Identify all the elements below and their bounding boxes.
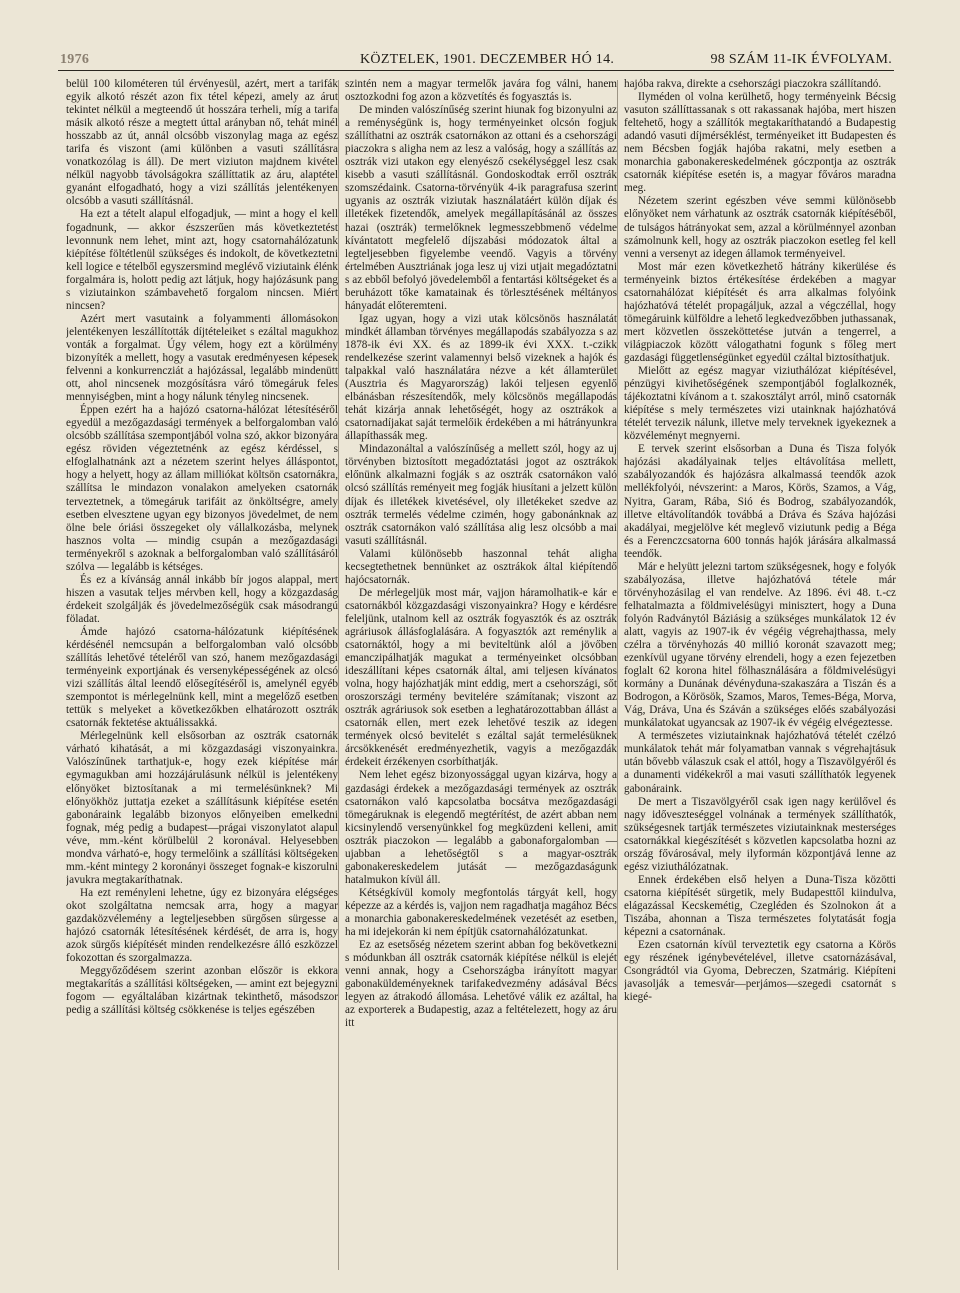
column-divider [338,80,339,1270]
paragraph: Már e helyütt jelezni tartom szükségesnek, hogy e folyók szabályozása, illetve hajózhatóvá tétele már törvényhozásilag el van rendelve. Az 1896. évi 48. t.-cz felhatalmazta a földmivelésügyi minisztert, hogy a Duna folyón Radványtól Báziásig a szükséges munkálatok 12 év alatt, vagyis az 1907-ik év végéig végrehajthassa, mely czélra a törvényhozás 40 millió koronát szavazott meg; ezenkívül ugyane törvény elrendeli, hogy a ezen fejezetben foglalt 62 korona hitel fölhasználására a földmivelésügyi kormány a Dunának dévényduna-szakaszára a Tiszán és a Bodrogon, a Körösök, Szamos, Maros, Temes-Béga, Morva, Vág, Dráva, Una és Száván a szükséges előés szabályozási munkálatokat ugyancsak az 1907-ik év végéig elvégeztesse. [624,560,896,730]
paragraph: Nem lehet egész bizonyossággal ugyan kizárva, hogy a gazdasági érdekek a mezőgazdasági termények az osztrák csatornákon való kapcsolatba bocsátva mezőgazdasági tömegáruknak is elegendő megtérítést, de azért abban nem kicsinylendő versenyünkkel fog megküzdeni kelleni, amit osztrák piaczokon — legalább a gabonaforgalomban — ujabban a lehetőségtől s a magyar-osztrák gabonakereskedelem jutását — mezőgazdaságunk hatalmukon kívül áll. [345,769,617,886]
paragraph: E tervek szerint elsősorban a Duna és Tisza folyók hajózási akadályainak teljes eltávolítása mellett, szabályozandók és hajózásra alkalmassá teendők azok mellékfolyói, névszerint: a Maros, Körös, Szamos, a Vág, Nyitra, Garam, Rába, Sió és Bodrog, szabályozandók, illetve eltávolítandók továbbá a Dráva és Száva hajózási akadályai, megjelölve két meglevő viziutunk pedig a Béga és a Ferenczcsatorna 600 tonnás hajók járására alkalmassá teendők. [624,443,896,560]
paragraph: Éppen ezért ha a hajózó csatorna-hálózat létesítéséről egyedül a mezőgazdasági termények a belforgalomban való olcsóbb szállítása szempontjából volna szó, akkor bizonyára egész röviden végeztetnénk az egész kérdéssel, s elfoglalhatnánk azt a nézetem szerint helyes álláspontot, hogy a helyett, hogy az állam milliókat költsön csatornákra, szállítsa le mindazon vonalakon amelyeken csatornák terveztetnek, a tömegáruk tarifáit az önköltségre, amely esetben elvesztene ugyan egy bizonyos jövedelmet, de nem ölne bele óriási összegeket oly vállalkozásba, melynek hasznos volta — mindig csupán a mezőgazdasági terményekről s azoknak a belforgalomban való szállításáról szólva — legalább is kétséges. [66,404,338,573]
paragraph: De minden valószínűség szerint hiunak fog bizonyulni az a reménységünk is, hogy terményeinket olcsón fogjuk szállíthatni az osztrák csatornákon az ottani és a csehországi piaczokra s aligha nem az lesz a valóság, hogy a szállítás az osztrák vizi utakon egy elenyésző csekélységgel lesz csak kisebb a vasuti szállításnál. Gondoskodtak erről osztrák szomszédaink. Csatorna-törvényük 4-ik paragrafusa szerint ugyanis az osztrák viziutak használatáért külön díjak és illetékek fizetendők, amelyek megállapításánál az összes hazai (osztrák) termelőknek legmesszebbmenő védelme kívántatott megfelelő díjszabási módozatok által a legteljesebben figyelembe veendő. Vagyis a törvény értelmében Ausztriának joga lesz uj vizi utjait megadóztatni s az ebből befolyó jövedelemből a fentartási költségeket és a beruházott tőke kamatainak és törlesztésének méltányos hányadát előteremteni. [345,104,617,312]
paragraph: Ilyméden ol volna kerülhető, hogy terményeink Bécsig vasuton szállíttassanak s ott rakassanak hajóba, mert hiszen feltehető, hogy a szállítók megtakaríthatandó a Budapestig adandó vasuti díjmérséklést, terményeiket itt Budapesten és nem Bécsben fogják hajóba rakatni, mely esetben a monarchia gabonakereskedelmének góczpontja az osztrák csatornák kiépítése esetén is, a magyar főváros maradna meg. [624,91,896,195]
paragraph: Meggyőződésem szerint azonban először is ekkora megtakarítás a szállítási költségeken, — amint ezt bejegyzni fogom — egyáltalában kizártnak tekinthető, másodszor pedig a szállítási költség csökkenése is teljes egészében [66,965,338,1017]
page-header [60,52,892,72]
publication-title: KÖZTELEK, 1901. DECZEMBER HÓ 14. [360,52,615,67]
paragraph: De mérlegeljük most már, vajjon háramolhatik-e kár e csatornákból közgazdasági viszonyainkra? Hogy e kérdésre feleljünk, utalnom kell az osztrák fogyasztók és az osztrák agráriusok állásfoglalására. A fogyasztók azt reménylik a csatornáktól, hogy a mi beviteltünk alól a jövőben emanczipálhatják magukat a terményeinket olcsóbban ideszállítani képes csatornák által, ami teljesen kívánatos volna, hogy hajózhatják mint eddig, mert a csehországi, sőt oroszországi termény bevitelére számítanak; viszont az osztrák agráriusok sok esetben a leghatározottabban állást a csatornák ellen, mert ezek lehetővé teszik az idegen termények olcsó bevitelét s ezáltal saját termelésüknek árcsökkenését eredményezhetik, vagyis a mezőgazdák érdekeit érzékenyen csorbíthatják. [345,586,617,769]
paragraph: Ha ezt reményleni lehetne, úgy ez bizonyára elégséges okot szolgáltatna nemcsak arra, hogy a magyar gazdaközvélemény a legteljesebben sürgősen sürgesse a hajózó csatornák létesítésének kérdését, de arra is, hogy azok sürgős kiépítését minden rendelkezésre álló eszközzel fokozottan és szorgalmazza. [66,886,338,965]
paragraph: Nézetem szerint egészben véve semmi különösebb előnyöket nem várhatunk az osztrák csatornák kiépítéséből, de tulságos hátrányokat sem, azzal a körülménnyel azonban számolnunk kell, hogy az osztrák piaczokon esetleg fel kell venni a versenyt az idegen államok terményeivel. [624,195,896,260]
page-number: 1976 [60,52,90,67]
paragraph: Ha ezt a tételt alapul elfogadjuk, — mint a hogy el kell fogadnunk, — akkor észszerűen más következtetést levonnunk nem lehet, mint azt, hogy csatornahálózatunk kiépítése föltétlenül szükséges és indokolt, de következtetni kell logice e tételből egyszersmind meglévő viziutaink élénk forgalmára is, holott pedig azt látjuk, hogy hajózásunk pang s viziutainkon számbavehető forgalom nincsen. Miért nincsen? [66,208,338,312]
paragraph: A természetes viziutainknak hajózhatóvá tételét czélzó munkálatok tehát már folyamatban vannak s végrehajtásuk után bővebb válaszuk csak el attól, hogy a Tiszavölgyéről és a dunamenti vidékekről a mai vasuti szállíthatók legyenek gabonáraink. [624,730,896,795]
paragraph: Most már ezen következhető hátrány kikerülése és terményeink biztos értékesítése érdekében a magyar csatornahálózat kiépítését és arra alkalmas folyóink hajózhatóvá tételét propagáljuk, azzal a végczéllal, hogy tömegáruink külföldre a lehető legkedvezőbben juthassanak, mert közvetlen összeköttetése jutván a tengerrel, a világpiaczok között válogathatni fogunk s főleg mert gazdasági függetlenségünket egyedül czáltal biztosíthatjuk. [624,260,896,364]
header-rule [58,70,894,71]
paragraph: Ennek érdekében első helyen a Duna-Tisza közötti csatorna kiépítését sürgetik, mely Budapesttől kiindulva, elágazással Kecskemétig, Czegléden és Szolnokon át a Tiszába, ahonnan a Tisza természetes folytatását fogja képezni a csatornának. [624,873,896,939]
paragraph: Mérlegelnünk kell elsősorban az osztrák csatornák várható kihatását, a mi közgazdasági viszonyainkra. Valószínűnek tarthatjuk-e, hogy ezek kiépítése már egymagukban ami hozzájárulásunk nélkül is jelentékeny előnyöket biztosítanak a mi termelésünknek? Mi előnyökhöz juttatja ezeket a szállításunk kiépítése esetén gabonáraink legalább bizonyos előnyeiben emelkedni fognak, még pedig a budapest—prágai viszonylatot alapul véve, mm.-ként körülbelül 2 koronával. Helyesebben mondva várható-e, hogy termelőink a szállítási költségeken mm.-ként mintegy 2 koronányi összeget fognak-e kiszorulni javukra megtakaríthatnak. [66,730,338,886]
column-divider [617,80,618,1270]
paragraph: Ezen csatornán kívül terveztetik egy csatorna a Körös egy részének igénybevételével, illetve csatornázásával, Csongrádtól via Gyoma, Debreczen, Szatmárig. Kiépíteni javasolják a temesvár—perjámos—szegedi csatornát s kiegé- [624,939,896,1004]
paragraph: De mert a Tiszavölgyéről csak igen nagy kerülővel és nagy időveszteséggel volnának a termények szállíthatók, szükségesnek tartják természetes viziutainknak mesterséges csatornákkal kiegészítését s közvetlen kapcsolatba hozni az ország fővárosával, mely ilyformán központjává lenne az egész viziuthálózatnak. [624,795,896,873]
paragraph: Igaz ugyan, hogy a vizi utak kölcsönös használatát mindkét államban törvényes megállapodás szabályozza s az 1878-ik évi XX. és az 1899-ik évi XXX. t.-czikk rendelkezése szerint valamennyi belső vizeknek a hajók és talpakkal való használatára nézve a két államterület (Ausztria és Magyarország) lakói teljesen egyenlő elbánásban részesítendők, mely kölcsönös megállapodás tehát kizárja annak lehetőségét, hogy az osztrákok a csatornadíjakat saját termelőik érdekében a mi hátrányunkra állapíthassák meg. [345,312,617,443]
paragraph: hajóba rakva, direkte a csehországi piaczokra szállítandó. [624,78,882,90]
paragraph: Mindazonáltal a valószínűség a mellett szól, hogy az uj törvényben biztosított megadóztatási jogot az osztrákok előnünk alkalmazni fogják s az osztrák csatornákon való olcsó szállítás reményeit meg fogják hiusítani a jelzett külön díjak és illetékek kivetésével, oly illetékeket szedve az osztrák termelés védelme czimén, hogy gabonánknak az osztrák csatornákon való szállítása alig lesz olcsóbb a mai vasuti szállításnál. [345,443,617,547]
text-column-3 [624,78,896,1278]
paragraph: Ez az esetsőség nézetem szerint abban fog bekövetkezni s módunkban áll osztrák csatornák kiépítése nélkül is elejét venni annak, hogy a Csehországba irányított magyar gabonaküldeményeknek tarifakedvezmény adásával Bécs legyen az átrakodó állomása. Lehetővé válik ez azáltal, ha az exporterek a Budapestig, azaz a feltételezett, hogy az áru itt [345,939,617,1030]
paragraph: Azért mert vasutaink a folyammenti állomásokon jelentékenyen leszállították díjtételeiket s ezáltal magukhoz vonták a forgalmat. Úgy vélem, hogy ezt a körülmény bizonyíték a mellett, hogy a vasutak eredményesen képesek felvenni a konkurrencziát a hajózással, legalább mindenütt ott, ahol nincsenek mozgósításra váró tömegáruk feles mennyiségben, mint a hogy nálunk tényleg nincsenek. [66,312,338,404]
paragraph: szintén nem a magyar termelők javára fog válni, hanem osztozkodni fog azon a közvetítés és fogyasztás is. [345,78,617,104]
paragraph: Ámde hajózó csatorna-hálózatunk kiépítésének kérdésénél nemcsupán a belforgalomban való olcsóbb szállítás lehetővé tételéről van szó, hanem mezőgazdasági terményeink exportjának és versenyképességének az olcsó vizi szállítás által leendő elősegítéséről is, amelynél egyéb szempontot is mérlegelnünk kell, mint a megelőző esetben tettük s melyeket a következőkben elhatározott osztrák csatornák fektetése aktuálissakká. [66,625,338,730]
text-column-1 [66,78,338,1278]
paragraph: Kétségkívül komoly megfontolás tárgyát kell, hogy képezze az a kérdés is, vajjon nem ragadhatja magához Bécs a monarchia gabonakereskedelmének vezetését az esetben, ha mi idejekorán ki nem építjük csatornahálózatunkat. [345,886,617,939]
paragraph: belül 100 kilométeren túl érvényesül, azért, mert a tarifák egyik alkotó részét azon fix tétel képezi, amely az árut tekintet nélkül a megteendő út hosszára terheli, míg a tarifa másik alkotó része a megtett úttal arányban nő, tehát minél hosszabb az út, annál olcsóbb viszonylag maga az egész tarifa és viszont (ami különben a vasuti szállításra vonatkozólag is áll). De mert viziuton majdnem kivétel nélkül nagyobb távolságokra szállíttatik az áru, alaptétel gyanánt elfogadható, hogy a vizi szállítás jelentékenyen olcsóbb a vasuti szállításnál. [66,78,338,208]
paragraph: Mielőtt az egész magyar viziuthálózat kiépítésével, pénzügyi kivihetőségének szempontjából foglalkoznék, tájékoztatni kívánom a t. szakosztályt arról, minő csatornák kiépítése s mely természetes vizi utainknak hajózhatóvá tételét tervezik nálunk, illetve mely terveknek igyekeznek a közvéleményt megnyerni. [624,365,896,443]
issue-info: 98 SZÁM 11-IK ÉVFOLYAM. [710,52,892,67]
paragraph: És ez a kívánság annál inkább bír jogos alappal, mert hiszen a vasutak teljes mérvben kell, hogy a közgazdaság érdekeit szolgálják és jövedelmezőségük csak másodrangú föladat. [66,573,338,625]
text-column-2 [345,78,617,1278]
paragraph: Valami különösebb haszonnal tehát aligha kecsegtethetnek bennünket az osztrákok által kiépítendő hajócsatornák. [345,547,617,586]
